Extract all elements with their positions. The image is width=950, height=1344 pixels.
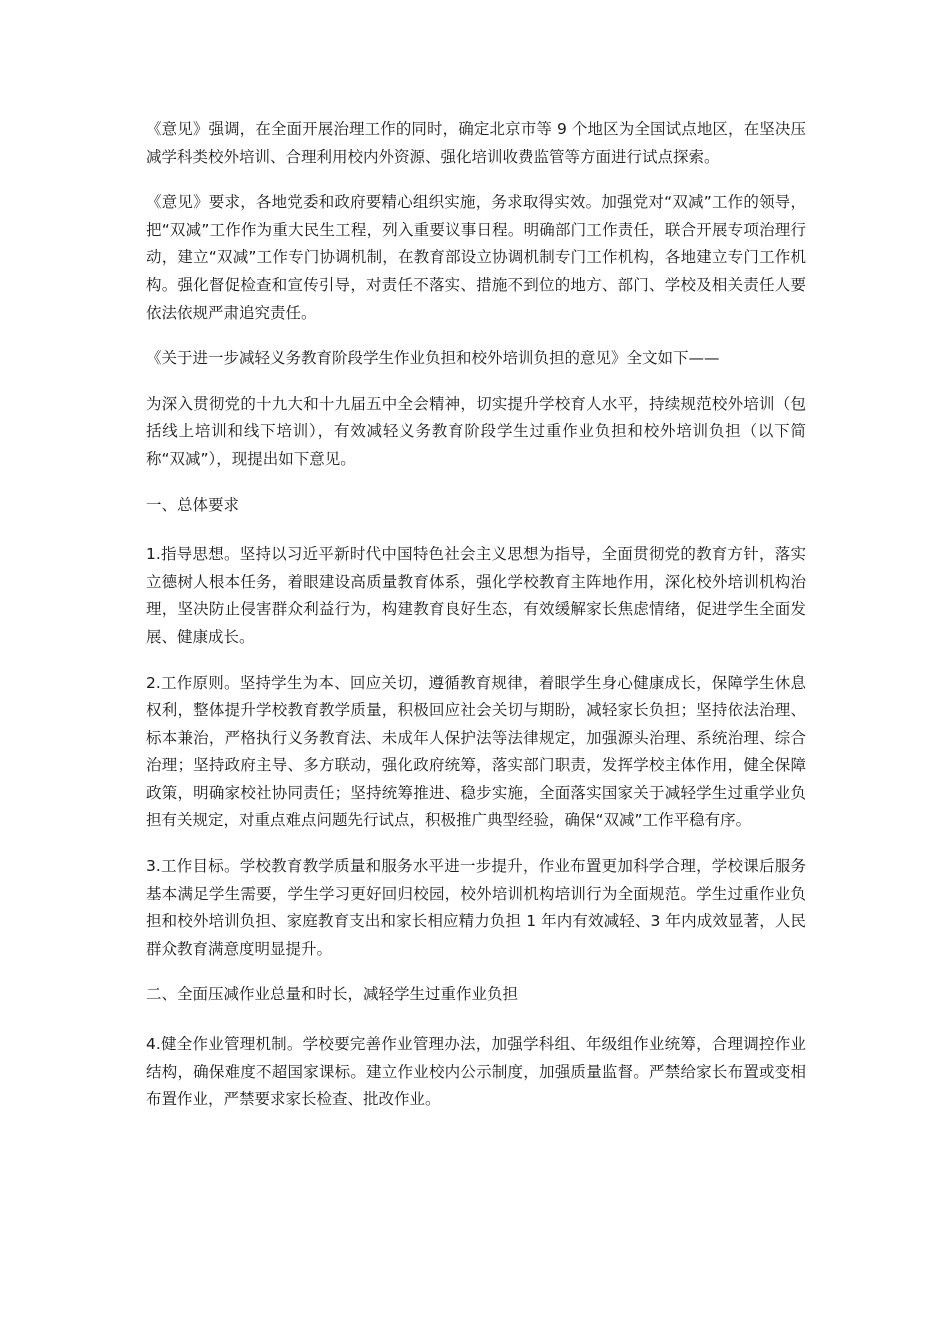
paragraph-work-principles: 2.工作原则。坚持学生为本、回应关切，遵循教育规律，着眼学生身心健康成长，保障学生休息权利，整体提升学校教育教学质量，积极回应社会关切与期盼，减轻家长负担；坚持依法治理、标本兼治，严格执行义务教育法、未成年人保护法等法律规定，加强源头治理、系统治理、综合治理；坚持政府主导、多方联动，强化政府统筹，落实部门职责，发挥学校主体作用，健全保障政策，明确家校社协同责任；坚持统筹推进、稳步实施，全面落实国家关于减轻学生过重学业负担有关规定，对重点难点问题先行试点，积极推广典型经验，确保“双减”工作平稳有序。 — [146, 673, 806, 830]
section-heading-general: 一、总体要求 — [146, 495, 240, 514]
paragraph-fulltext-intro: 《关于进一步减轻义务教育阶段学生作业负担和校外培训负担的意见》全文如下—— — [146, 349, 720, 368]
paragraph-guiding-thought: 1.指导思想。坚持以习近平新时代中国特色社会主义思想为指导，全面贯彻党的教育方针，落实立德树人根本任务，着眼建设高质量教育体系，强化学校教育主阵地作用，深化校外培训机构治理，坚决防止侵害群众利益行为，构建教育良好生态，有效缓解家长焦虑情绪，促进学生全面发展、健康成长。 — [146, 545, 806, 646]
section-heading-homework: 二、全面压减作业总量和时长，减轻学生过重作业负担 — [146, 985, 519, 1004]
paragraph-pilot-areas: 《意见》强调，在全面开展治理工作的同时，确定北京市等 9 个地区为全国试点地区，在坚决压减学科类校外培训、合理利用校内外资源、强化培训收费监管等方面进行试点探索。 — [146, 120, 806, 166]
paragraph-preamble: 为深入贯彻党的十九大和十九届五中全会精神，切实提升学校育人水平，持续规范校外培训（包括线上培训和线下培训），有效减轻义务教育阶段学生过重作业负担和校外培训负担（以下简称“双减”），现提出如下意见。 — [146, 394, 806, 468]
paragraph-implementation: 《意见》要求，各地党委和政府要精心组织实施，务求取得实效。加强党对“双减”工作的领导，把“双减”工作作为重大民生工程，列入重要议事日程。明确部门工作责任，联合开展专项治理行动，建立“双减”工作专门协调机制，在教育部设立协调机制专门工作机构，各地建立专门工作机构。强化督促检查和宣传引导，对责任不落实、措施不到位的地方、部门、学校及相关责任人要依法依规严肃追究责任。 — [146, 193, 806, 322]
document-page — [146, 116, 806, 1132]
paragraph-work-goals: 3.工作目标。学校教育教学质量和服务水平进一步提升，作业布置更加科学合理，学校课后服务基本满足学生需要，学生学习更好回归校园，校外培训机构培训行为全面规范。学生过重作业负担和校外培训负担、家庭教育支出和家长相应精力负担 1 年内有效减轻、3 年内成效显著，人民群众教育满意度明显提升。 — [146, 857, 806, 958]
paragraph-homework-management: 4.健全作业管理机制。学校要完善作业管理办法，加强学科组、年级组作业统筹，合理调控作业结构，确保难度不超国家课标。建立作业校内公示制度，加强质量监督。严禁给家长布置或变相布置作业，严禁要求家长检查、批改作业。 — [146, 1035, 806, 1109]
